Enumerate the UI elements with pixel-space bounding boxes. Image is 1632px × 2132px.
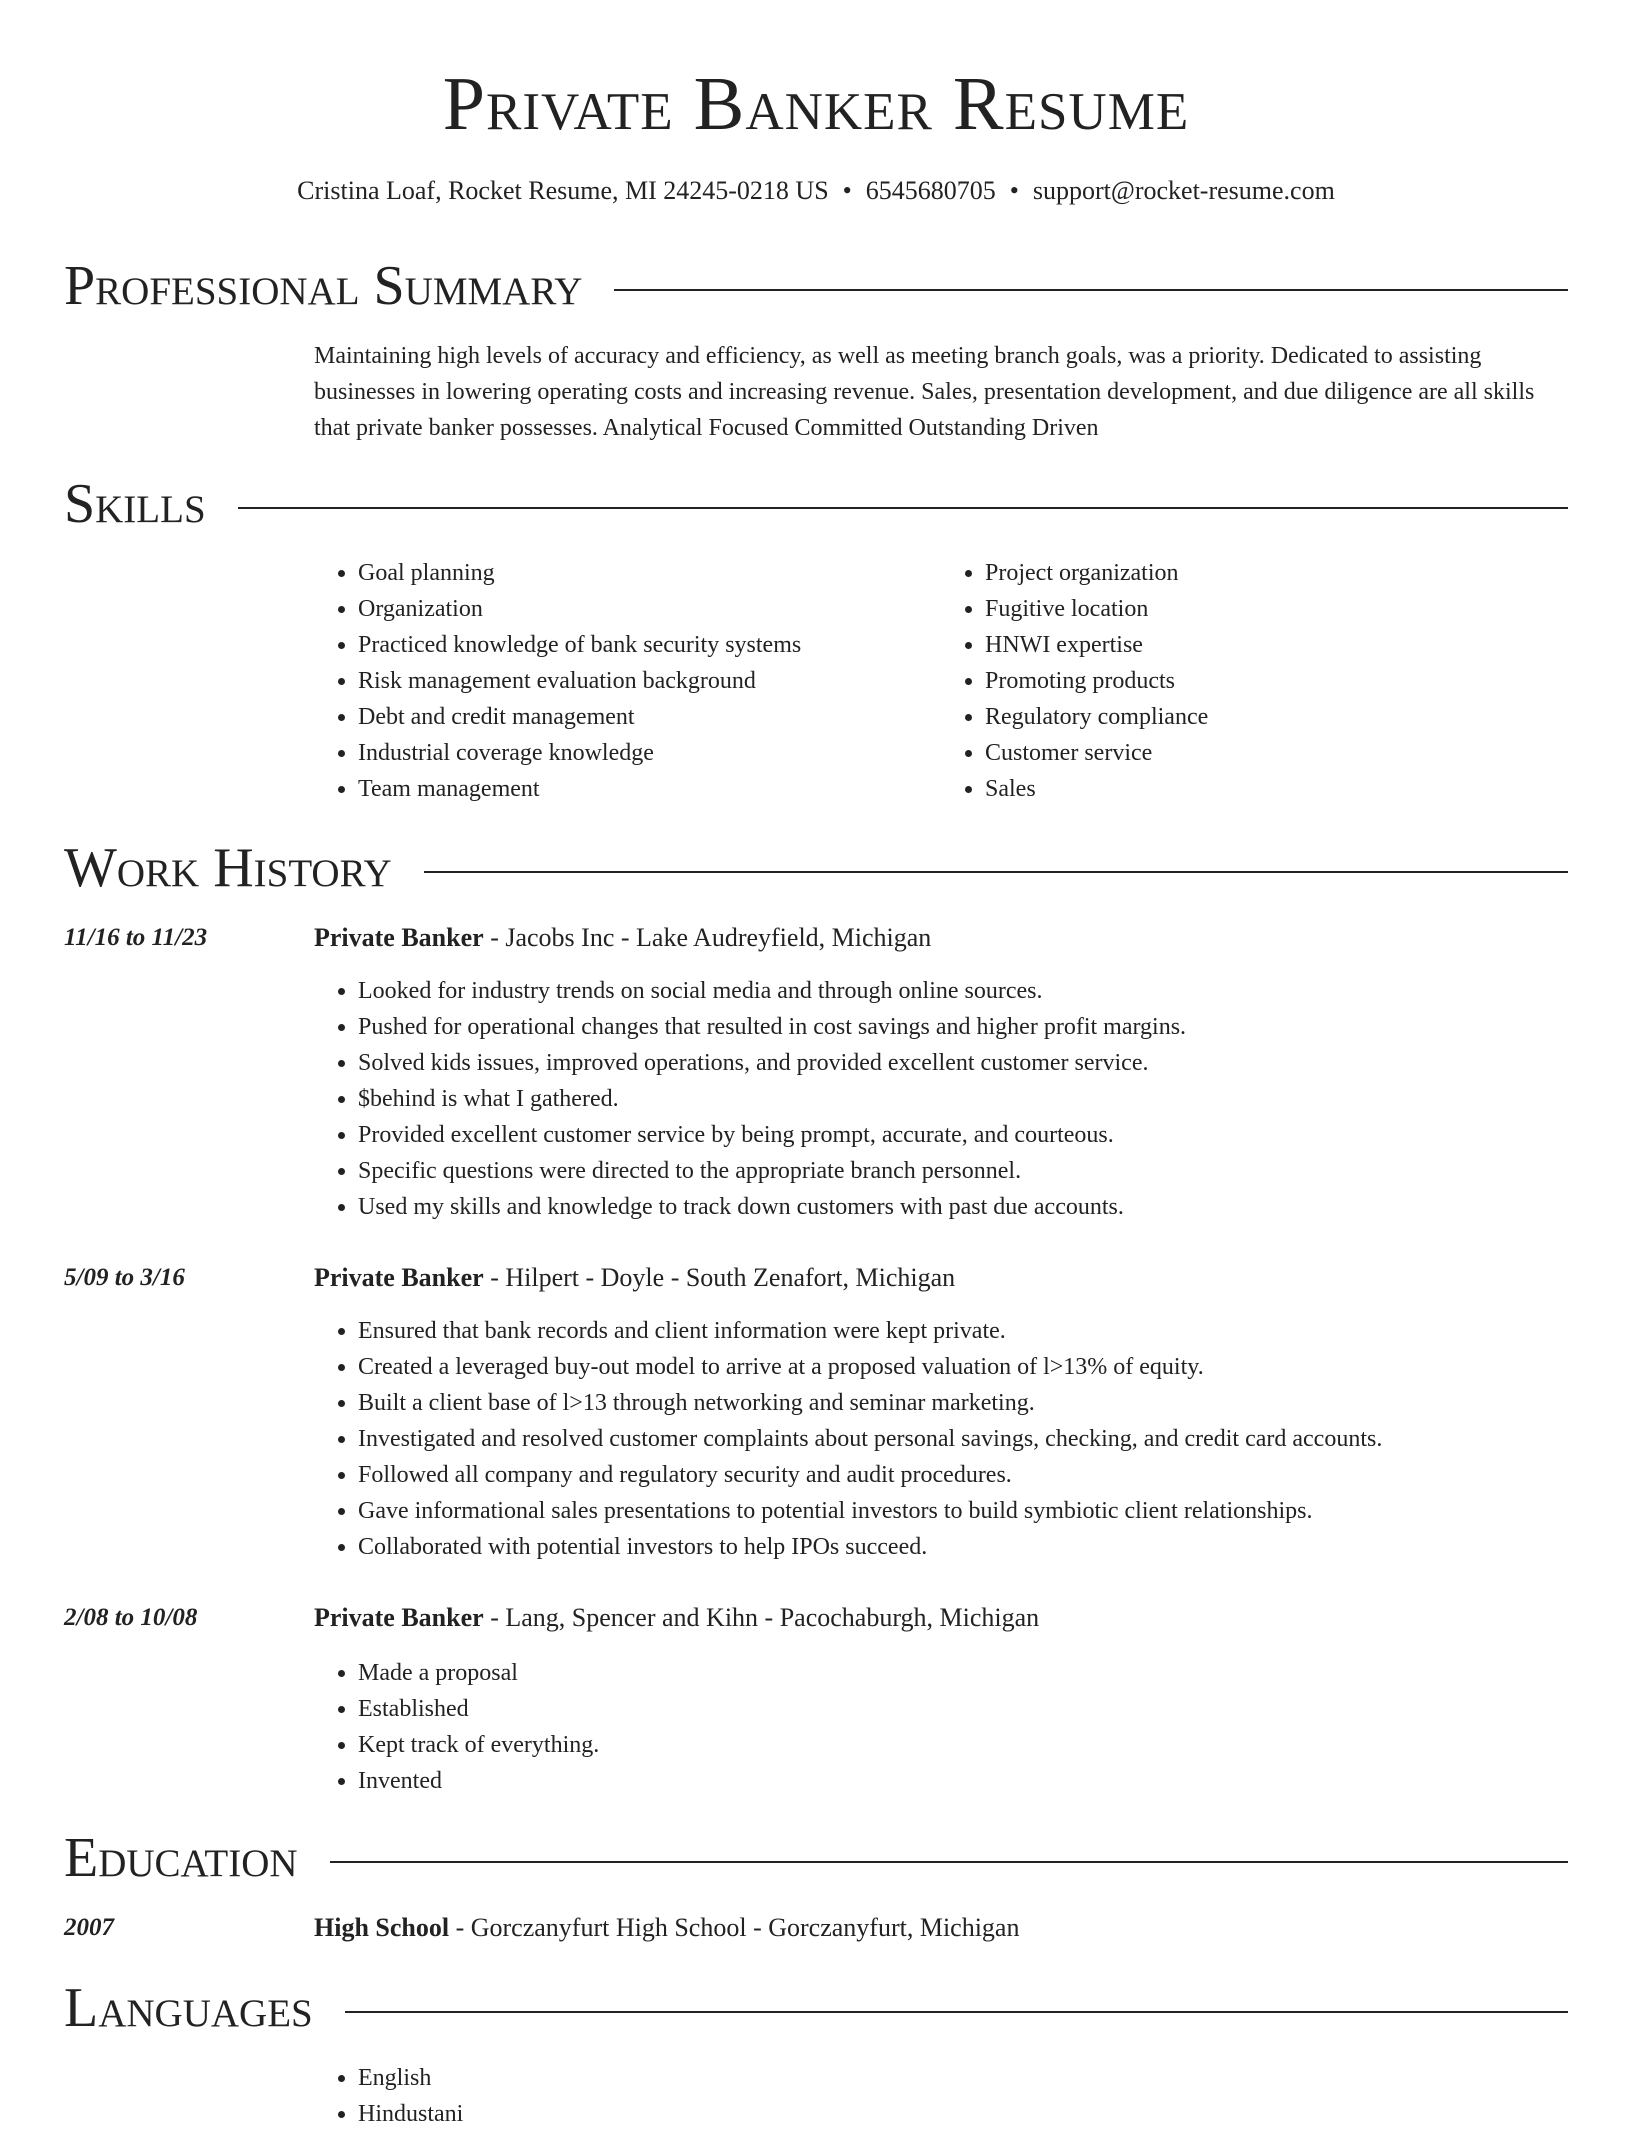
duty-item: • Provided excellent customer service by being prompt, accurate, and courteous.: [358, 1117, 1568, 1153]
skill-item: • Team management: [358, 771, 941, 807]
languages-heading: Languages: [64, 1977, 313, 2039]
duty-item: • Built a client base of l>13 through networking and seminar marketing.: [358, 1385, 1568, 1421]
job-dates: 11/16 to 11/23: [64, 924, 208, 951]
summary-section-header: [64, 254, 1568, 318]
skills-list: [314, 555, 1568, 807]
skill-item: • Risk management evaluation background: [358, 663, 941, 699]
duty-item: • Solved kids issues, improved operations, and provided excellent customer service.: [358, 1045, 1568, 1081]
duty-item: • $behind is what I gathered.: [358, 1081, 1568, 1117]
skill-item: • Sales: [985, 771, 1568, 807]
skill-item: • Goal planning: [358, 555, 941, 591]
contact-separator: •: [842, 176, 852, 205]
language-item: • English: [358, 2060, 1568, 2096]
language-item: • Hindustani: [358, 2096, 1568, 2132]
duty-item: • Followed all company and regulatory security and audit procedures.: [358, 1457, 1568, 1493]
education-school: - Gorczanyfurt High School - Gorczanyfurt, Michigan: [449, 1913, 1020, 1942]
duty-item: • Specific questions were directed to the appropriate branch personnel.: [358, 1153, 1568, 1189]
skill-item: • HNWI expertise: [985, 627, 1568, 663]
education-degree: High School: [314, 1913, 450, 1942]
skill-item: • Fugitive location: [985, 591, 1568, 627]
summary-text: Maintaining high levels of accuracy and efficiency, as well as meeting branch goals, was a priority. Dedicated to assisting businesses in lowering operating costs and increasing revenue. Sales, presentation development, and due diligence are all skills that private banker possesses. Analytical Focused Committed Outstanding Driven: [314, 343, 1535, 441]
skill-item: • Customer service: [985, 735, 1568, 771]
job-dates: 5/09 to 3/16: [64, 1264, 185, 1291]
skill-item: • Organization: [358, 591, 941, 627]
education-section-header: [64, 1826, 1568, 1890]
job-heading: [314, 1600, 1039, 1636]
job-company: - Lang, Spencer and Kihn - Pacochaburgh, Michigan: [483, 1603, 1040, 1632]
job-duties: [314, 1655, 1568, 1799]
contact-phone: 6545680705: [865, 176, 996, 205]
skill-item: • Regulatory compliance: [985, 699, 1568, 735]
section-divider: [614, 289, 1568, 291]
duty-item: • Made a proposal: [358, 1655, 1568, 1691]
duty-item: • Kept track of everything.: [358, 1727, 1568, 1763]
section-divider: [345, 2011, 1568, 2013]
education-heading: Education: [64, 1827, 298, 1889]
skill-item: • Promoting products: [985, 663, 1568, 699]
education-entry: [314, 1910, 1019, 1946]
skills-column-left: [314, 555, 941, 807]
section-divider: [238, 507, 1568, 509]
languages-section-header: [64, 1976, 1568, 2040]
contact-separator: •: [1009, 176, 1019, 205]
skill-item: • Project organization: [985, 555, 1568, 591]
job-title: Private Banker: [314, 1603, 484, 1632]
contact-email: support@rocket-resume.com: [1032, 176, 1335, 205]
duty-item: • Used my skills and knowledge to track down customers with past due accounts.: [358, 1189, 1568, 1225]
skills-heading: Skills: [64, 473, 206, 535]
skill-item: • Debt and credit management: [358, 699, 941, 735]
summary-heading: Professional Summary: [64, 255, 583, 317]
duty-item: • Pushed for operational changes that resulted in cost savings and higher profit margins.: [358, 1009, 1568, 1045]
job-duties: [314, 973, 1568, 1225]
education-year: 2007: [64, 1914, 114, 1941]
job-heading: [314, 1260, 955, 1296]
work-heading: Work History: [64, 837, 392, 899]
duty-item: • Looked for industry trends on social media and through online sources.: [358, 973, 1568, 1009]
skill-item: • Industrial coverage knowledge: [358, 735, 941, 771]
job-heading: [314, 920, 931, 956]
duty-item: • Gave informational sales presentations to potential investors to build symbiotic client relationships.: [358, 1493, 1568, 1529]
job-title: Private Banker: [314, 923, 484, 952]
section-divider: [330, 1861, 1568, 1863]
duty-item: • Investigated and resolved customer complaints about personal savings, checking, and credit card accounts.: [358, 1421, 1568, 1457]
contact-address: Cristina Loaf, Rocket Resume, MI 24245-0218 US: [297, 176, 829, 205]
duty-item: • Collaborated with potential investors to help IPOs succeed.: [358, 1529, 1568, 1565]
job-dates: 2/08 to 10/08: [64, 1604, 198, 1631]
contact-line: [0, 174, 1632, 208]
job-title: Private Banker: [314, 1263, 484, 1292]
job-company: - Hilpert - Doyle - South Zenafort, Michigan: [483, 1263, 956, 1292]
section-divider: [424, 871, 1568, 873]
skills-section-header: [64, 472, 1568, 536]
duty-item: • Created a leveraged buy-out model to arrive at a proposed valuation of l>13% of equity.: [358, 1349, 1568, 1385]
duty-item: • Invented: [358, 1763, 1568, 1799]
duty-item: • Established: [358, 1691, 1568, 1727]
work-section-header: [64, 836, 1568, 900]
languages-list: [314, 2060, 1568, 2132]
duty-item: • Ensured that bank records and client information were kept private.: [358, 1313, 1568, 1349]
job-duties: [314, 1313, 1568, 1565]
skill-item: • Practiced knowledge of bank security systems: [358, 627, 941, 663]
job-company: - Jacobs Inc - Lake Audreyfield, Michigan: [483, 923, 932, 952]
skills-column-right: [941, 555, 1568, 807]
resume-title: Private Banker Resume: [442, 62, 1190, 146]
